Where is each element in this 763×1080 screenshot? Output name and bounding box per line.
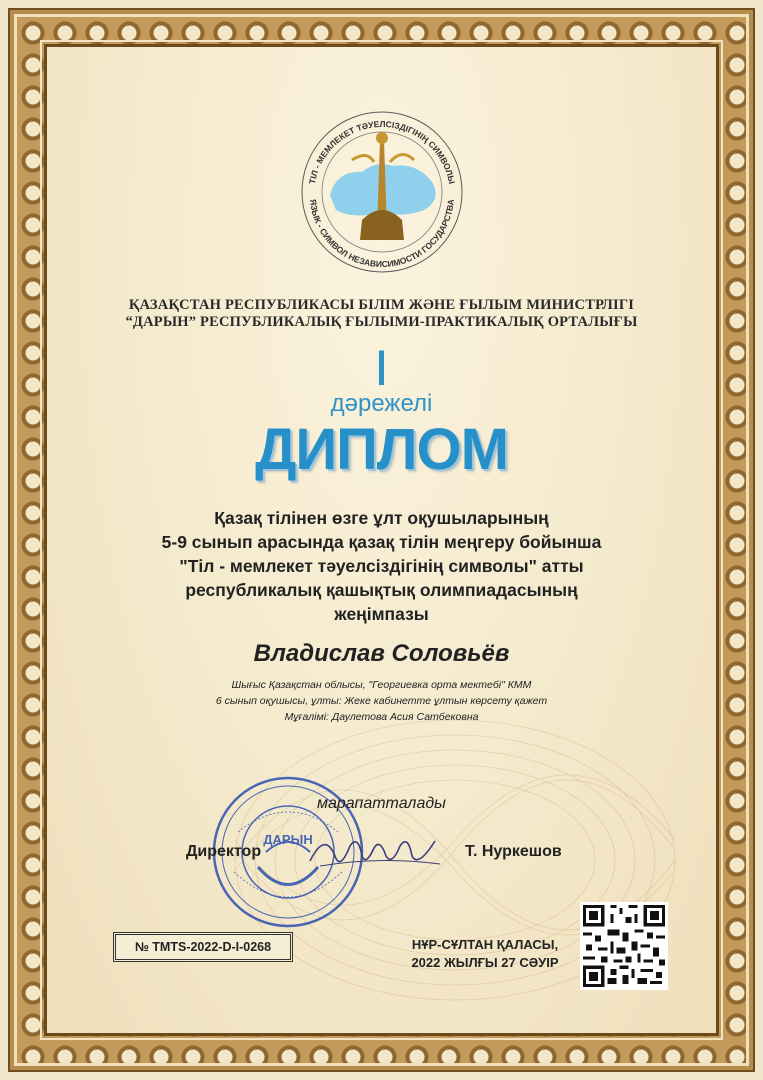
description-line-4: республикалық қашықтық олимпиадасының	[185, 580, 578, 600]
winner-details	[0, 677, 763, 725]
serial-number: № TMTS-2022-D-I-0268	[113, 932, 293, 962]
date-line: 2022 ЖЫЛҒЫ 27 СӘУІР	[411, 955, 559, 970]
school-line: Шығыс Қазақстан облысы, "Георгиевка орта мектебі" КММ	[231, 679, 532, 691]
signature-icon	[300, 826, 450, 876]
awarded-text: марапатталады	[317, 795, 446, 812]
grade-line: 6 сынып оқушысы, ұлты: Жеке кабинетте ұлтын көрсету қажет	[215, 695, 548, 707]
emblem-ring-top-text: ТІЛ - МЕМЛЕКЕТ ТӘУЕЛСІЗДІГІНІҢ СИМВОЛЫ	[306, 118, 458, 185]
city-line: НҰР-СҰЛТАН ҚАЛАСЫ,	[411, 937, 559, 952]
stamp-center-text: ДАРЫН	[263, 832, 313, 847]
description-line-1: Қазақ тілінен өзге ұлт оқушыларының	[214, 508, 549, 528]
director-name: Т. Нуркешов	[465, 843, 562, 860]
ministry-line-2: “ДАРЫН” РЕСПУБЛИКАЛЫҚ ҒЫЛЫМИ-ПРАКТИКАЛЫҚ ОРТАЛЫҒЫ	[125, 314, 638, 330]
teacher-line: Мұғалімі: Даулетова Асия Сатбековна	[284, 711, 479, 723]
director-label: Директор	[186, 843, 262, 860]
ministry-line-1: ҚАЗАҚСТАН РЕСПУБЛИКАСЫ БІЛІМ ЖӘНЕ ҒЫЛЫМ МИНИСТРЛІГІ	[128, 297, 635, 313]
place-and-date	[380, 936, 590, 972]
diploma-title: ДИПЛОМ	[255, 417, 508, 482]
award-description	[0, 506, 763, 626]
qr-code-icon[interactable]	[580, 902, 668, 990]
description-line-5: жеңімпазы	[334, 604, 429, 624]
description-line-3: "Тіл - мемлекет тәуелсіздігінің символы" атты	[179, 556, 584, 576]
degree-word: дәрежелі	[330, 390, 433, 417]
emblem-ring-bottom-text: ЯЗЫК - СИМВОЛ НЕЗАВИСИМОСТИ ГОСУДАРСТВА	[308, 198, 456, 270]
degree-number: I	[376, 340, 387, 396]
winner-name: Владислав Соловьёв	[253, 640, 510, 667]
ministry-header	[0, 297, 763, 331]
description-line-2: 5-9 сынып арасында қазақ тілін меңгеру бойынша	[161, 532, 602, 552]
emblem-icon	[292, 100, 472, 280]
